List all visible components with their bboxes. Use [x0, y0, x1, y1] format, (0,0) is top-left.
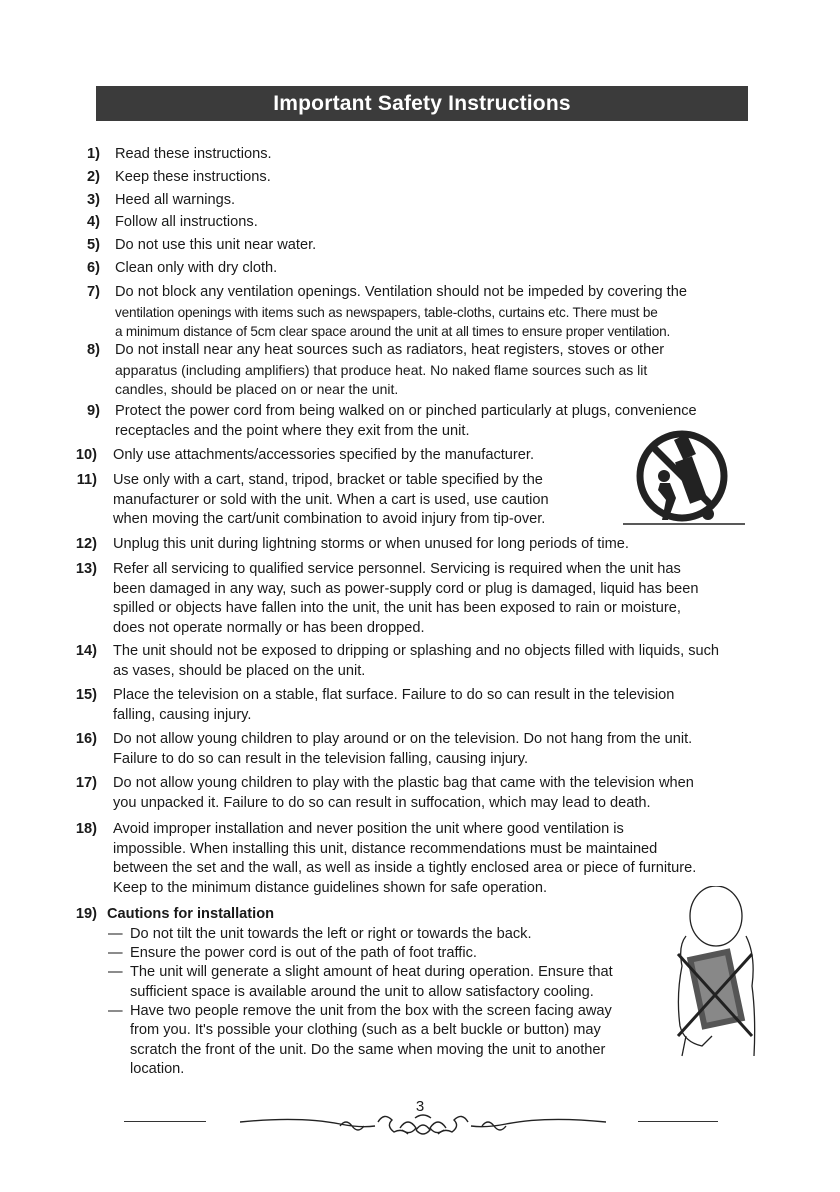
item-number: 8): [87, 342, 100, 358]
item-text: [113, 446, 534, 466]
cautions-heading: Cautions for installation: [107, 906, 275, 922]
item-number: 15): [75, 687, 97, 703]
item-number: 4): [87, 214, 100, 230]
item-text: [115, 236, 316, 256]
item-number: 13): [75, 561, 97, 577]
item-text-line: been damaged in any way, such as power-supply cord or plug is damaged, liquid has been: [113, 580, 699, 597]
item-text-line: as vases, should be placed on the unit.: [113, 662, 366, 679]
item-text-line: Follow all instructions.: [115, 214, 258, 230]
item-number: 7): [87, 284, 100, 300]
item-number: 5): [87, 237, 100, 253]
item-number: 18): [75, 821, 97, 837]
item-text-line: manufacturer or sold with the unit. When a cart is used, use caution: [113, 491, 549, 508]
caution-text-line: scratch the front of the unit. Do the same when moving the unit to another: [130, 1041, 606, 1058]
item-text-line: ventilation openings with items such as newspapers, table-cloths, curtains etc. There must be: [115, 304, 658, 320]
dash-marker: —: [108, 926, 123, 942]
item-number: 1): [87, 146, 100, 162]
item-text: [113, 686, 674, 725]
item-text-line: receptacles and the point where they exit from the unit.: [115, 422, 470, 439]
item-text: [113, 642, 719, 681]
item-text-line: Do not install near any heat sources such as radiators, heat registers, stoves or other: [115, 342, 665, 358]
page-number: 3: [415, 1098, 425, 1115]
item-text-line: a minimum distance of 5cm clear space around the unit at all times to ensure proper ventilation.: [115, 324, 671, 339]
caution-text-line: Ensure the power cord is out of the path of foot traffic.: [130, 945, 477, 962]
item-text-line: Place the television on a stable, flat surface. Failure to do so can result in the television: [113, 687, 675, 703]
item-number: 14): [75, 643, 97, 659]
item-number: 16): [75, 731, 97, 747]
item-text-line: Protect the power cord from being walked on or pinched particularly at plugs, convenience: [115, 403, 697, 419]
item-number: 10): [75, 447, 97, 463]
item-text-line: The unit should not be exposed to dripping or splashing and no objects filled with liquids, such: [113, 643, 720, 659]
item-text-line: Do not allow young children to play with the plastic bag that came with the television when: [113, 775, 694, 791]
item-text-line: Failure to do so can result in the television falling, causing injury.: [113, 750, 529, 767]
item-text-line: Do not block any ventilation openings. Ventilation should not be impeded by covering the: [115, 284, 687, 300]
item-text-line: Avoid improper installation and never position the unit where good ventilation is: [113, 821, 624, 837]
caution-text-line: Do not tilt the unit towards the left or right or towards the back.: [130, 926, 532, 942]
item-number: 11): [76, 472, 97, 488]
caution-bullet: [108, 925, 532, 945]
item-text: [113, 471, 549, 530]
item-text: [113, 774, 694, 813]
item-text: [113, 820, 696, 898]
item-text-line: falling, causing injury.: [113, 706, 252, 723]
footer-rule-left: [124, 1121, 206, 1122]
item-text-line: Use only with a cart, stand, tripod, bracket or table specified by the: [113, 472, 543, 488]
item-text-line: Refer all servicing to qualified service personnel. Servicing is required when the unit has: [113, 561, 681, 577]
item-text-line: impossible. When installing this unit, distance recommendations must be maintained: [113, 840, 658, 857]
item-text: [115, 259, 277, 279]
item-text: [115, 341, 664, 400]
item-number: 19): [75, 906, 97, 922]
item-number: 9): [87, 403, 100, 419]
item-text: [115, 402, 697, 441]
item-number: 2): [87, 169, 100, 185]
caution-text-line: The unit will generate a slight amount of heat during operation. Ensure that: [130, 964, 613, 981]
decorative-scroll-ornament: [240, 1108, 606, 1138]
item-text-line: apparatus (including amplifiers) that produce heat. No naked flame sources such as lit: [115, 361, 648, 378]
item-number: 3): [87, 192, 100, 208]
item-number: 17): [75, 775, 97, 791]
caution-bullet: [108, 944, 477, 964]
item-text-line: Do not use this unit near water.: [115, 237, 317, 253]
item-text-line: Heed all warnings.: [115, 192, 236, 208]
item-number: 6): [87, 260, 100, 276]
item-text: [113, 730, 692, 769]
item-text-line: Do not allow young children to play around or on the television. Do not hang from the unit.: [113, 731, 693, 747]
item-text-line: Keep to the minimum distance guidelines shown for safe operation.: [113, 879, 548, 896]
item-text-line: between the set and the wall, as well as inside a tightly enclosed area or piece of furniture.: [113, 860, 697, 876]
item-text: [115, 168, 271, 188]
item-text-line: Only use attachments/accessories specified by the manufacturer.: [113, 447, 534, 463]
caution-bullet: [108, 963, 613, 1002]
cart-tip-over-warning-icon: [620, 428, 748, 528]
footer-rule-right: [638, 1121, 718, 1122]
item-text-line: Unplug this unit during lightning storms or when unused for long periods of time.: [113, 536, 629, 552]
item-text-line: does not operate normally or has been dropped.: [113, 619, 425, 636]
caution-text-line: sufficient space is available around the unit to allow satisfactory cooling.: [130, 983, 594, 1000]
person-carrying-tv-prohibited-icon: [672, 886, 758, 1064]
dash-marker: —: [108, 945, 123, 962]
item-text: [113, 560, 698, 638]
item-text-line: Read these instructions.: [115, 146, 272, 162]
item-number: 12): [75, 536, 97, 552]
item-text-line: spilled or objects have fallen into the unit, the unit has been exposed to rain or moisture,: [113, 600, 681, 616]
item-text: [115, 283, 687, 342]
dash-marker: —: [108, 964, 123, 981]
item-text-line: Keep these instructions.: [115, 169, 271, 185]
caution-text-line: location.: [130, 1061, 185, 1078]
caution-text-line: Have two people remove the unit from the box with the screen facing away: [130, 1002, 612, 1019]
caution-bullet: [108, 1002, 612, 1080]
item-text-line: candles, should be placed on or near the unit.: [115, 381, 399, 397]
caution-text-line: from you. It's possible your clothing (such as a belt buckle or button) may: [130, 1022, 601, 1039]
item-text: [115, 213, 258, 233]
item-text: [115, 191, 235, 211]
page-title: Important Safety Instructions: [96, 86, 748, 121]
item-text-line: you unpacked it. Failure to do so can result in suffocation, which may lead to death.: [113, 794, 651, 811]
item-text-line: when moving the cart/unit combination to avoid injury from tip-over.: [113, 511, 546, 527]
item-text-line: Clean only with dry cloth.: [115, 260, 278, 276]
dash-marker: —: [108, 1002, 123, 1019]
item-text: [113, 535, 629, 555]
item-text: [115, 145, 272, 165]
